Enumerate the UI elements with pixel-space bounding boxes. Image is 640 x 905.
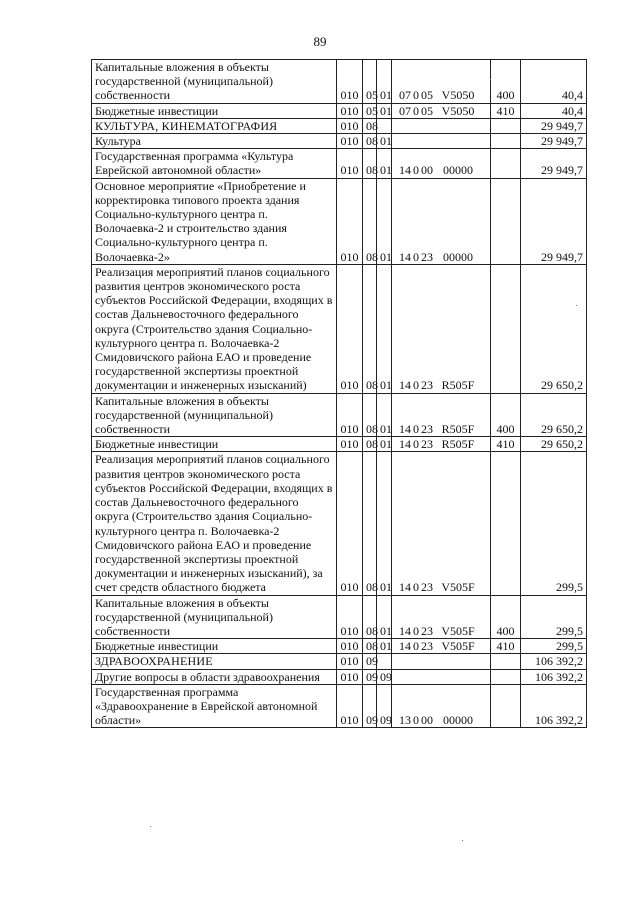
target-article-code: 14 0 23 V505F [392, 452, 491, 595]
table-row [92, 639, 587, 654]
amount: 106 392,2 [521, 669, 587, 684]
subsection-code: 09 [377, 669, 392, 684]
ministry-code: 010 [337, 149, 363, 178]
table-row [92, 684, 587, 728]
table-row [92, 669, 587, 684]
subsection-code: 01 [377, 452, 392, 595]
row-name: Основное мероприятие «Приобретение и корректировка типового проекта здания Социально-культурного центра п. Волочаевка-2 и строительство здания Социально-культурного центра п. Волочаевка-2» [92, 178, 337, 264]
expense-type-code [491, 118, 521, 133]
ministry-code: 010 [337, 669, 363, 684]
ministry-code: 010 [337, 393, 363, 437]
table-row [92, 393, 587, 437]
row-name: Бюджетные инвестиции [92, 103, 337, 118]
target-article-code: 13 0 00 00000 [392, 684, 491, 728]
target-article-code: 14 0 23 V505F [392, 639, 491, 654]
table-row [92, 654, 587, 669]
amount: 106 392,2 [521, 654, 587, 669]
row-name: Капитальные вложения в объекты государственной (муниципальной) собственности [92, 393, 337, 437]
target-article-code: 14 0 00 00000 [392, 149, 491, 178]
target-article-code: 07 0 05 V5050 [392, 60, 491, 104]
expense-type-code [491, 178, 521, 264]
section-code: 09 [363, 684, 377, 728]
row-name: Бюджетные инвестиции [92, 639, 337, 654]
ministry-code: 010 [337, 264, 363, 393]
table-row [92, 149, 587, 178]
section-code: 08 [363, 149, 377, 178]
subsection-code: 01 [377, 264, 392, 393]
ministry-code: 010 [337, 639, 363, 654]
subsection-code: 01 [377, 103, 392, 118]
budget-table [91, 59, 587, 728]
section-code: 05 [363, 103, 377, 118]
scan-speck [490, 79, 491, 80]
section-code: 08 [363, 178, 377, 264]
ministry-code: 010 [337, 684, 363, 728]
amount: 29 949,7 [521, 118, 587, 133]
row-name: Реализация мероприятий планов социального развития центров экономического роста субъектов Российской Федерации, входящих в состав Дальневосточного федерального округа (Строительство здания Социально-культурного центра п. Волочаевка-2 Смидовичского района ЕАО и проведение государственной экспертизы проектной документации и инженерных изысканий), за счет средств областного бюджета [92, 452, 337, 595]
target-article-code [392, 118, 491, 133]
target-article-code [392, 654, 491, 669]
target-article-code: 14 0 23 R505F [392, 264, 491, 393]
section-code: 08 [363, 452, 377, 595]
subsection-code: 01 [377, 134, 392, 149]
target-article-code [392, 134, 491, 149]
amount: 106 392,2 [521, 684, 587, 728]
target-article-code: 14 0 23 V505F [392, 595, 491, 639]
table-row [92, 264, 587, 393]
section-code: 08 [363, 134, 377, 149]
section-code: 09 [363, 669, 377, 684]
expense-type-code: 400 [491, 60, 521, 104]
ministry-code: 010 [337, 134, 363, 149]
subsection-code: 01 [377, 393, 392, 437]
amount: 299,5 [521, 452, 587, 595]
target-article-code [392, 669, 491, 684]
ministry-code: 010 [337, 60, 363, 104]
expense-type-code: 400 [491, 393, 521, 437]
expense-type-code: 400 [491, 595, 521, 639]
page-number: 89 [313, 34, 327, 49]
scan-speck [150, 826, 151, 827]
subsection-code: 09 [377, 684, 392, 728]
table-row [92, 437, 587, 452]
scan-speck [576, 305, 577, 306]
amount: 299,5 [521, 639, 587, 654]
subsection-code [377, 654, 392, 669]
section-code: 08 [363, 437, 377, 452]
ministry-code: 010 [337, 437, 363, 452]
section-code: 08 [363, 393, 377, 437]
expense-type-code [491, 452, 521, 595]
row-name: Государственная программа «Культура Еврейской автономной области» [92, 149, 337, 178]
amount: 29 949,7 [521, 134, 587, 149]
expense-type-code [491, 134, 521, 149]
expense-type-code [491, 264, 521, 393]
row-name: Другие вопросы в области здравоохранения [92, 669, 337, 684]
section-code: 05 [363, 60, 377, 104]
subsection-code: 01 [377, 60, 392, 104]
target-article-code: 07 0 05 V5050 [392, 103, 491, 118]
table-row [92, 118, 587, 133]
ministry-code: 010 [337, 452, 363, 595]
amount: 299,5 [521, 595, 587, 639]
ministry-code: 010 [337, 118, 363, 133]
subsection-code: 01 [377, 595, 392, 639]
expense-type-code [491, 149, 521, 178]
amount: 29 650,2 [521, 437, 587, 452]
target-article-code: 14 0 23 00000 [392, 178, 491, 264]
amount: 40,4 [521, 60, 587, 104]
subsection-code [377, 118, 392, 133]
amount: 29 949,7 [521, 149, 587, 178]
amount: 29 650,2 [521, 264, 587, 393]
row-name: Капитальные вложения в объекты государственной (муниципальной) собственности [92, 60, 337, 104]
subsection-code: 01 [377, 639, 392, 654]
amount: 40,4 [521, 103, 587, 118]
expense-type-code: 410 [491, 639, 521, 654]
table-row [92, 178, 587, 264]
expense-type-code [491, 654, 521, 669]
table-row [92, 134, 587, 149]
row-name: Бюджетные инвестиции [92, 437, 337, 452]
ministry-code: 010 [337, 595, 363, 639]
section-code: 08 [363, 639, 377, 654]
target-article-code: 14 0 23 R505F [392, 393, 491, 437]
table-row [92, 595, 587, 639]
expense-type-code [491, 684, 521, 728]
row-name: Капитальные вложения в объекты государственной (муниципальной) собственности [92, 595, 337, 639]
subsection-code: 01 [377, 178, 392, 264]
row-name: ЗДРАВООХРАНЕНИЕ [92, 654, 337, 669]
section-code: 08 [363, 595, 377, 639]
ministry-code: 010 [337, 103, 363, 118]
table-row [92, 60, 587, 104]
table-row [92, 103, 587, 118]
amount: 29 949,7 [521, 178, 587, 264]
row-name: Государственная программа «Здравоохранение в Еврейской автономной области» [92, 684, 337, 728]
row-name: Реализация мероприятий планов социального развития центров экономического роста субъектов Российской Федерации, входящих в состав Дальневосточного федерального округа (Строительство здания Социально-культурного центра п. Волочаевка-2 Смидовичского района ЕАО и проведение государственной экспертизы проектной документации и инженерных изысканий) [92, 264, 337, 393]
subsection-code: 01 [377, 437, 392, 452]
scan-speck [462, 840, 463, 841]
expense-type-code: 410 [491, 103, 521, 118]
subsection-code: 01 [377, 149, 392, 178]
table-row [92, 452, 587, 595]
section-code: 08 [363, 118, 377, 133]
expense-type-code: 410 [491, 437, 521, 452]
expense-type-code [491, 669, 521, 684]
ministry-code: 010 [337, 178, 363, 264]
ministry-code: 010 [337, 654, 363, 669]
section-code: 09 [363, 654, 377, 669]
row-name: КУЛЬТУРА, КИНЕМАТОГРАФИЯ [92, 118, 337, 133]
row-name: Культура [92, 134, 337, 149]
amount: 29 650,2 [521, 393, 587, 437]
section-code: 08 [363, 264, 377, 393]
target-article-code: 14 0 23 R505F [392, 437, 491, 452]
